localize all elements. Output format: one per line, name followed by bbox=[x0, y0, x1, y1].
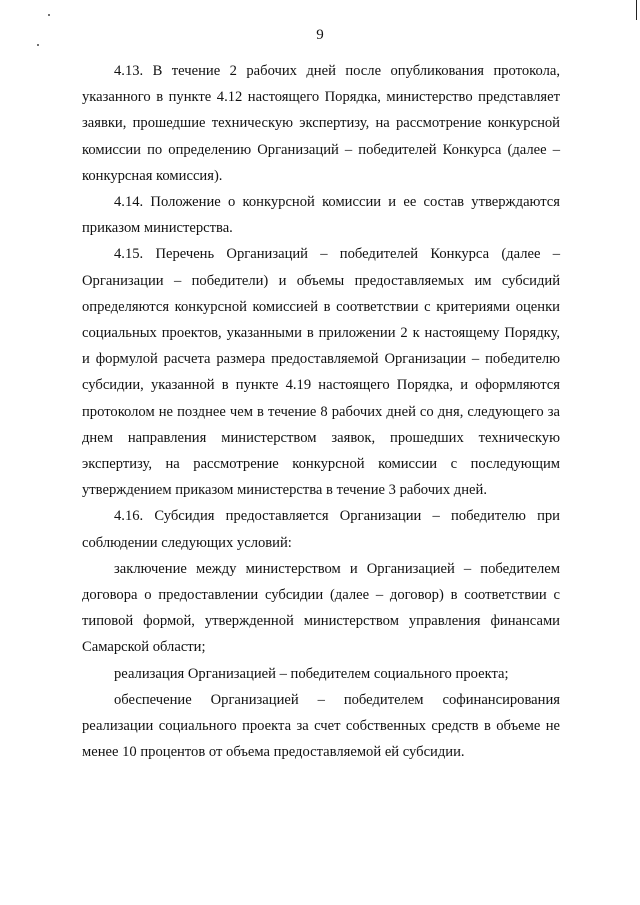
paragraph-condition-agreement: заключение между министерством и Организацией – победителем договора о предоставлении субсидии (далее – договор) в соответствии с типовой формой, утвержденной министерством управления финансами Самарской области; bbox=[82, 560, 560, 656]
document-body bbox=[82, 58, 560, 765]
paragraph-4-14: 4.14. Положение о конкурсной комиссии и ее состав утверждаются приказом министерства. bbox=[82, 194, 560, 237]
scan-edge-line bbox=[636, 0, 637, 20]
scan-speck-top bbox=[48, 14, 50, 16]
paragraph-4-16: 4.16. Субсидия предоставляется Организации – победителю при соблюдении следующих условий: bbox=[82, 508, 560, 551]
paragraph-condition-cofinancing: обеспечение Организацией – победителем софинансирования реализации социального проекта за счет собственных средств в объеме не менее 10 процентов от объема предоставляемой ей субсидии. bbox=[82, 691, 560, 761]
paragraph-4-15: 4.15. Перечень Организаций – победителей Конкурса (далее – Организации – победители) и объемы предоставляемых им субсидий определяются конкурсной комиссией в соответствии с критериями оценки социальных проектов, указанными в приложении 2 к настоящему Порядку, и формулой расчета размера предоставляемой Организации – победителю субсидии, указанной в пункте 4.19 настоящего Порядка, и оформляются протоколом не позднее чем в течение 8 рабочих дней со дня, следующего за днем направления министерством заявок, прошедших техническую экспертизу, на рассмотрение конкурсной комиссии с последующим утверждением приказом министерства в течение 3 рабочих дней. bbox=[82, 246, 560, 499]
page-number: 9 bbox=[316, 27, 324, 43]
paragraph-condition-implementation: реализация Организацией – победителем социального проекта; bbox=[114, 665, 509, 682]
scan-speck-left bbox=[37, 44, 39, 46]
paragraph-4-13: 4.13. В течение 2 рабочих дней после опубликования протокола, указанного в пункте 4.12 настоящего Порядка, министерство представляет заявки, прошедшие техническую экспертизу, на рассмотрение конкурсной комиссии по определению Организаций – победителей Конкурса (далее – конкурсная комиссия). bbox=[82, 63, 560, 184]
